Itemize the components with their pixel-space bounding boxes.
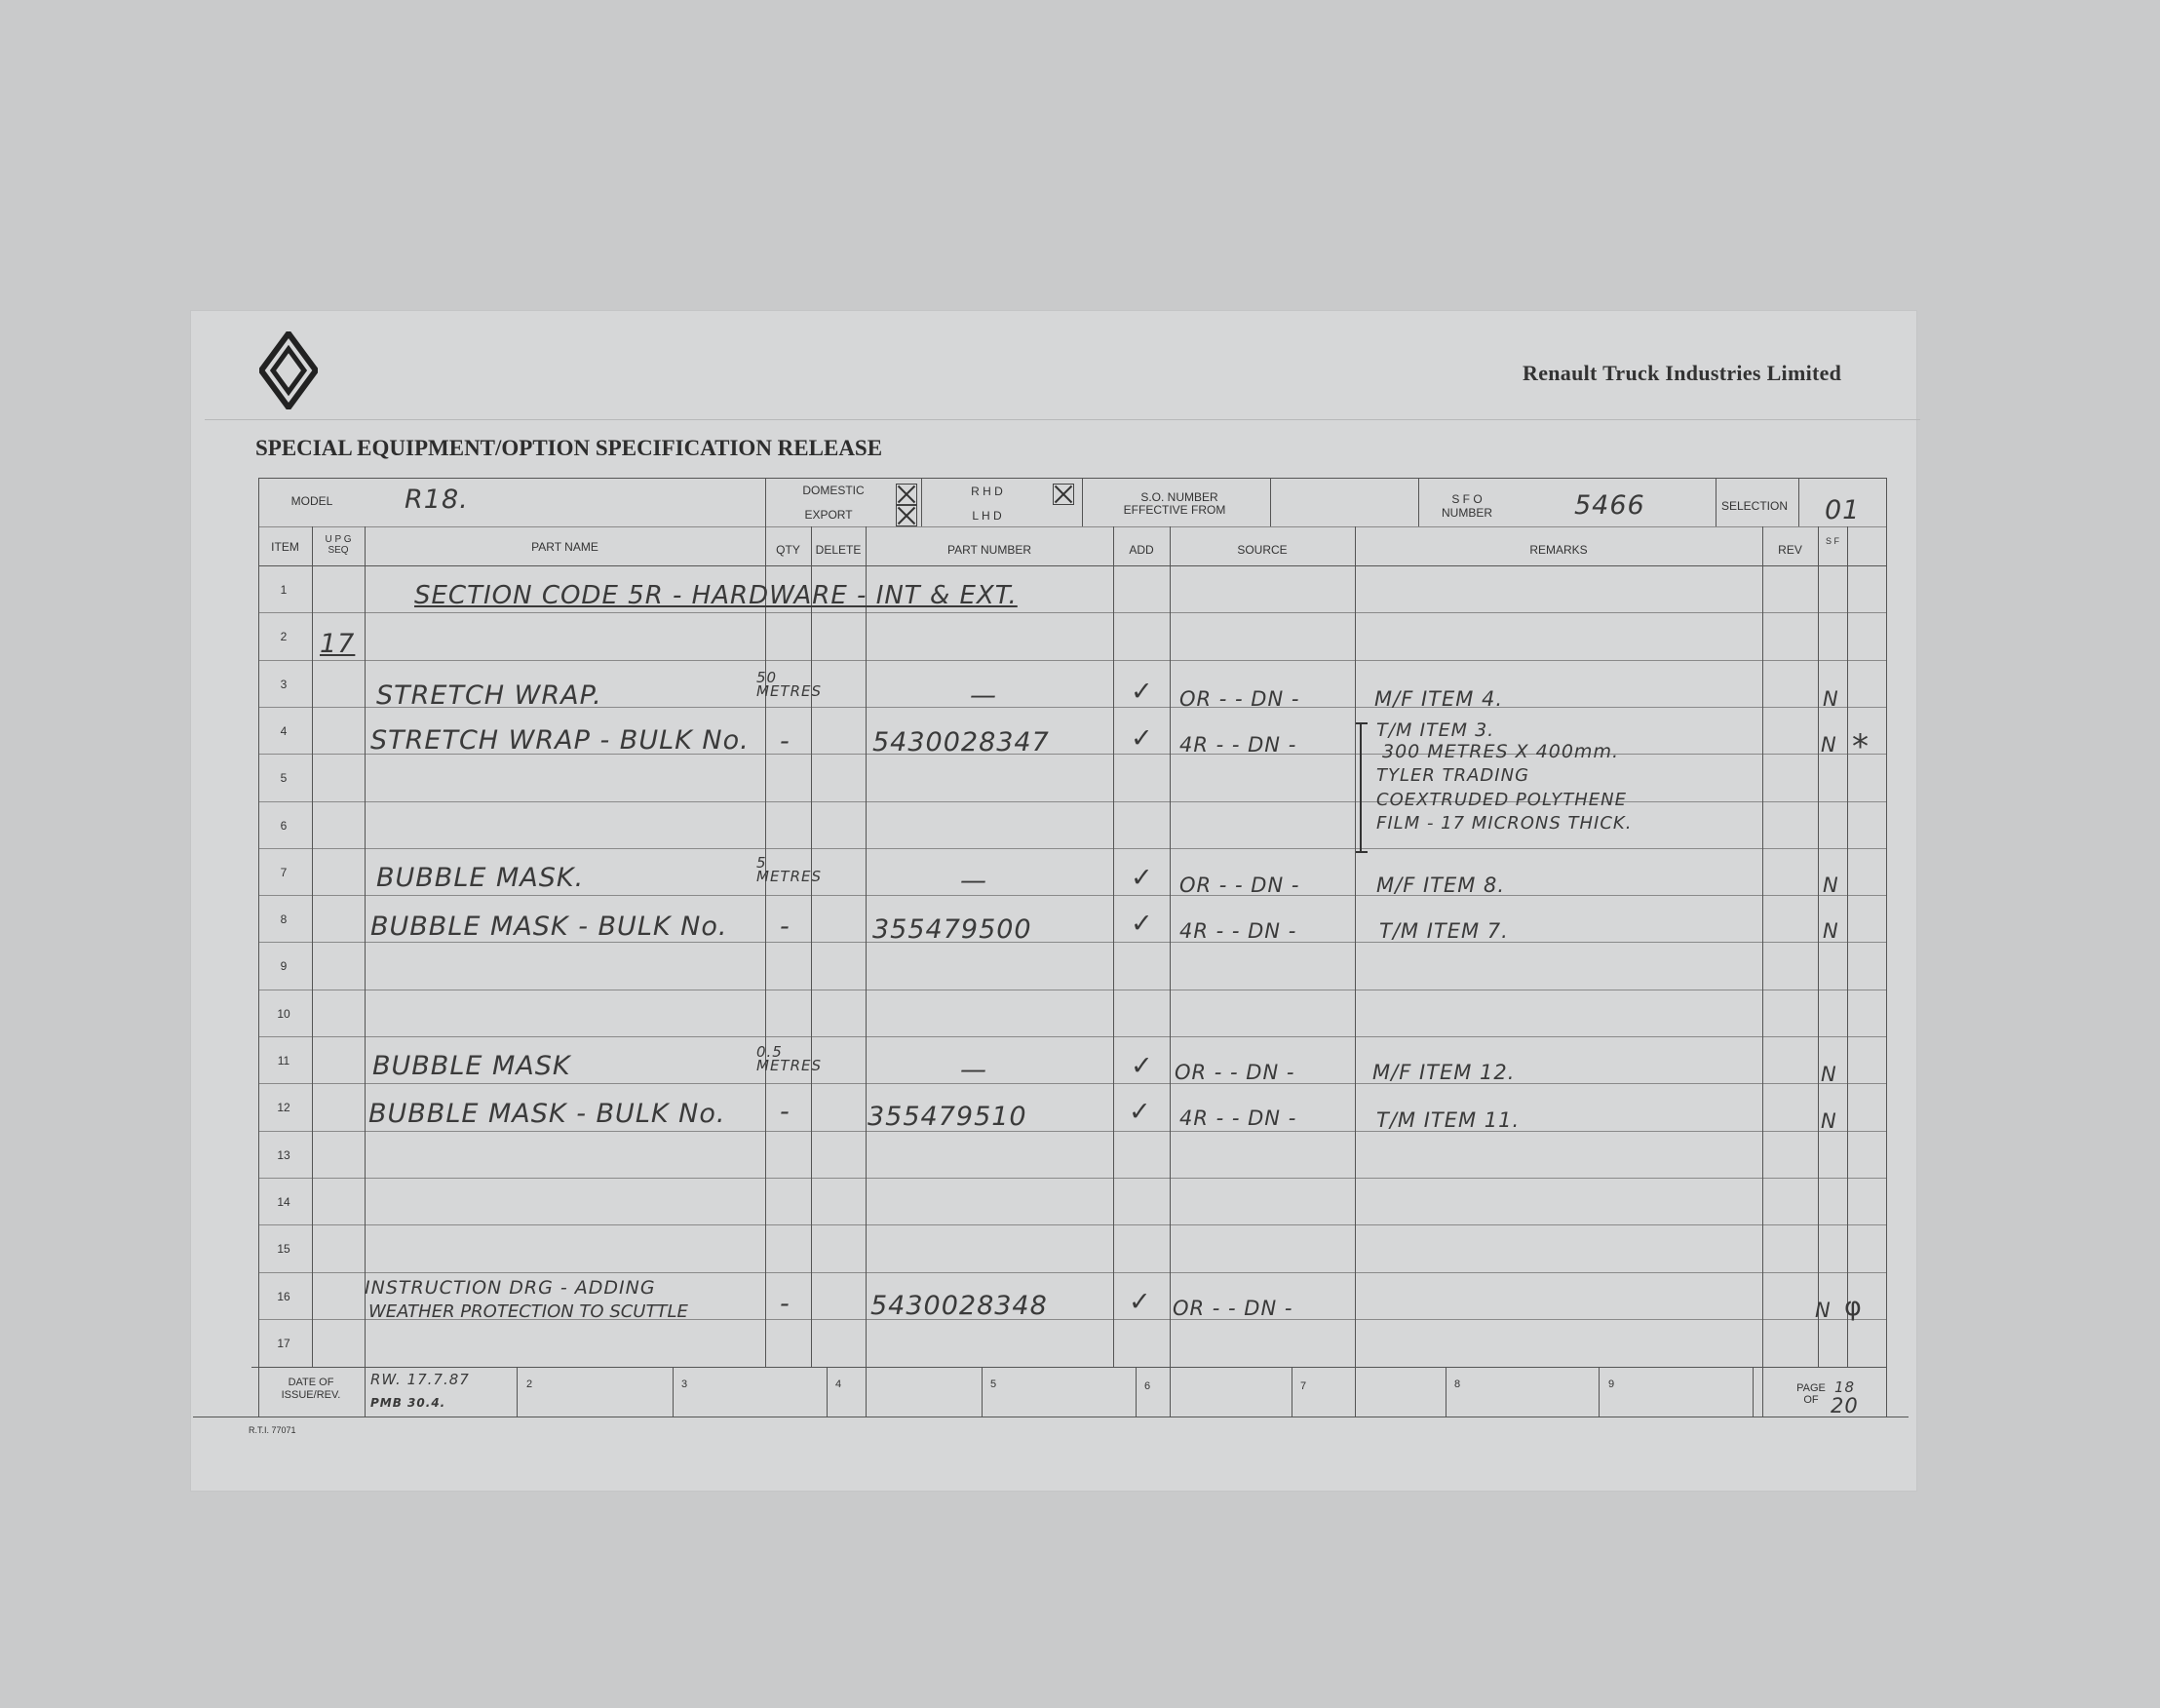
qty: - xyxy=(780,1289,791,1319)
add-check: ✓ xyxy=(1131,1051,1154,1081)
row-divider xyxy=(258,801,1886,802)
section-heading: SECTION CODE 5R - HARDWARE - INT & EXT. xyxy=(414,581,1018,610)
item-number: 12 xyxy=(277,1101,290,1114)
sf-flag: N xyxy=(1821,1063,1837,1086)
add-check: ✓ xyxy=(1129,1287,1152,1317)
model-label: MODEL xyxy=(290,494,333,508)
so-number-label: S.O. NUMBER xyxy=(1140,490,1218,504)
page-total: 20 xyxy=(1831,1394,1859,1417)
part-name: STRETCH WRAP - BULK No. xyxy=(370,725,750,756)
qty: 0.5 METRES xyxy=(756,1043,823,1074)
item-number: 3 xyxy=(280,678,288,691)
item-number: 15 xyxy=(277,1242,290,1256)
part-name-line-2: WEATHER PROTECTION TO SCUTTLE xyxy=(368,1301,688,1322)
rhd-label: R H D xyxy=(971,485,1003,498)
export-checkbox[interactable] xyxy=(896,505,917,526)
add-check: ✓ xyxy=(1129,1097,1152,1127)
sf-flag: N xyxy=(1823,687,1839,711)
sf-flag: N xyxy=(1821,733,1837,757)
add-check: ✓ xyxy=(1131,723,1154,754)
col-item: ITEM xyxy=(271,540,299,554)
item-number: 5 xyxy=(280,771,288,785)
part-number: — xyxy=(960,866,987,896)
row-divider xyxy=(258,942,1886,943)
asterisk-mark: * xyxy=(1852,727,1870,766)
rhd-checkbox[interactable] xyxy=(1053,484,1074,505)
row-divider xyxy=(258,1272,1886,1273)
lhd-label: L H D xyxy=(972,509,1002,523)
source: OR - - DN - xyxy=(1179,687,1300,711)
add-check: ✓ xyxy=(1131,677,1154,707)
item-number: 9 xyxy=(280,959,288,973)
issue-1-line-2: PMB 30.4. xyxy=(370,1396,446,1410)
qty: - xyxy=(780,726,791,757)
phi-mark: φ xyxy=(1844,1292,1863,1322)
form-code: R.T.I. 77071 xyxy=(249,1425,296,1435)
item-number: 2 xyxy=(280,630,288,643)
issue-slot: 6 xyxy=(1144,1380,1151,1392)
row-divider xyxy=(258,848,1886,849)
remarks: M/F ITEM 8. xyxy=(1376,873,1506,897)
date-of-issue-label: DATE OF ISSUE/REV. xyxy=(281,1377,341,1401)
row-divider xyxy=(258,1224,1886,1225)
sfo-number-value: 5466 xyxy=(1574,490,1645,521)
remarks: M/F ITEM 4. xyxy=(1374,687,1504,711)
remarks-line-3: TYLER TRADING xyxy=(1376,765,1530,786)
sf-flag: N xyxy=(1823,919,1839,943)
item-number: 11 xyxy=(277,1054,290,1068)
issue-slot: 4 xyxy=(835,1378,842,1390)
row-divider xyxy=(258,612,1886,613)
issue-slot: 7 xyxy=(1300,1380,1307,1392)
item-number: 17 xyxy=(277,1337,290,1350)
part-number: 5430028348 xyxy=(870,1291,1048,1321)
remarks: M/F ITEM 12. xyxy=(1372,1061,1516,1084)
row-divider xyxy=(258,1178,1886,1179)
selection-value: 01 xyxy=(1825,495,1861,525)
part-number: 355479500 xyxy=(872,914,1032,945)
row-divider xyxy=(258,895,1886,896)
divider xyxy=(205,419,1920,420)
col-rev: REV xyxy=(1778,543,1802,557)
item-number: 8 xyxy=(280,912,288,926)
part-number: 5430028347 xyxy=(872,727,1050,757)
source: OR - - DN - xyxy=(1179,873,1300,897)
qty: - xyxy=(780,912,791,942)
sf-flag: N xyxy=(1823,873,1839,897)
issue-slot: 5 xyxy=(990,1378,997,1390)
item-number: 16 xyxy=(277,1290,290,1303)
remarks-line-5: FILM - 17 MICRONS THICK. xyxy=(1376,813,1633,834)
col-add: ADD xyxy=(1129,543,1154,557)
sfo-number-label: S F O NUMBER xyxy=(1441,492,1492,520)
domestic-label: DOMESTIC xyxy=(802,484,865,497)
issue-1-line-1: RW. 17.7.87 xyxy=(370,1371,470,1388)
part-name: BUBBLE MASK xyxy=(372,1051,571,1081)
source: 4R - - DN - xyxy=(1179,919,1297,943)
qty: - xyxy=(780,1097,791,1127)
issue-slot: 9 xyxy=(1608,1378,1615,1390)
sf-flag: N xyxy=(1815,1299,1832,1322)
page-number: 18 xyxy=(1834,1378,1856,1396)
item-number: 7 xyxy=(280,866,288,879)
remarks-line-2: 300 METRES X 400mm. xyxy=(1382,741,1619,762)
remarks: T/M ITEM 11. xyxy=(1376,1108,1521,1132)
qty: 5 METRES xyxy=(756,854,823,885)
remarks-line-1: T/M ITEM 3. xyxy=(1376,719,1495,741)
source: 4R - - DN - xyxy=(1179,1106,1297,1130)
sf-flag: N xyxy=(1821,1109,1837,1133)
col-part-number: PART NUMBER xyxy=(946,543,1031,557)
add-check: ✓ xyxy=(1131,909,1154,939)
qty: 50 METRES xyxy=(756,669,823,700)
col-source: SOURCE xyxy=(1237,543,1288,557)
item-number: 4 xyxy=(280,724,288,738)
form-title: SPECIAL EQUIPMENT/OPTION SPECIFICATION RELEASE xyxy=(255,436,883,460)
source: 4R - - DN - xyxy=(1179,733,1297,757)
issue-slot: 3 xyxy=(681,1378,688,1390)
row-divider xyxy=(258,660,1886,661)
remarks-bracket xyxy=(1360,722,1371,853)
renault-logo-icon xyxy=(259,331,318,409)
part-number: — xyxy=(970,680,997,711)
add-check: ✓ xyxy=(1131,863,1154,893)
col-part-name: PART NAME xyxy=(531,540,598,554)
item-number: 10 xyxy=(277,1007,290,1021)
col-remarks: REMARKS xyxy=(1529,543,1588,557)
part-name-line-1: INSTRUCTION DRG - ADDING xyxy=(365,1277,656,1299)
item-number: 1 xyxy=(280,583,288,597)
source: OR - - DN - xyxy=(1175,1061,1295,1084)
selection-label: SELECTION xyxy=(1720,499,1788,513)
issue-slot: 8 xyxy=(1454,1378,1461,1390)
col-sf: S F xyxy=(1825,536,1839,546)
effective-from-label: EFFECTIVE FROM xyxy=(1123,503,1226,517)
part-name: BUBBLE MASK - BULK No. xyxy=(370,912,728,942)
export-label: EXPORT xyxy=(804,508,853,522)
row-divider xyxy=(258,1083,1886,1084)
row-divider xyxy=(258,1036,1886,1037)
part-number: 355479510 xyxy=(868,1102,1027,1132)
col-delete: DELETE xyxy=(815,543,862,557)
remarks: T/M ITEM 7. xyxy=(1379,919,1509,943)
item-number: 14 xyxy=(277,1195,290,1209)
row-divider xyxy=(258,1131,1886,1132)
remarks-line-4: COEXTRUDED POLYTHENE xyxy=(1376,790,1627,810)
part-number: — xyxy=(960,1055,987,1085)
part-name: BUBBLE MASK - BULK No. xyxy=(368,1099,726,1129)
page-label: PAGE OF xyxy=(1796,1382,1826,1406)
company-name: Renault Truck Industries Limited xyxy=(1523,361,1842,385)
source: OR - - DN - xyxy=(1173,1297,1293,1320)
item-number: 6 xyxy=(280,819,288,833)
model-value: R18. xyxy=(405,485,469,515)
col-upg-seq: U P G SEQ xyxy=(325,534,352,556)
item-number: 13 xyxy=(277,1148,290,1162)
col-qty: QTY xyxy=(776,543,800,557)
domestic-checkbox[interactable] xyxy=(896,484,917,505)
issue-slot: 2 xyxy=(526,1378,533,1390)
upg-seq-value: 17 xyxy=(320,629,356,659)
part-name: STRETCH WRAP. xyxy=(376,680,602,711)
part-name: BUBBLE MASK. xyxy=(376,863,585,893)
